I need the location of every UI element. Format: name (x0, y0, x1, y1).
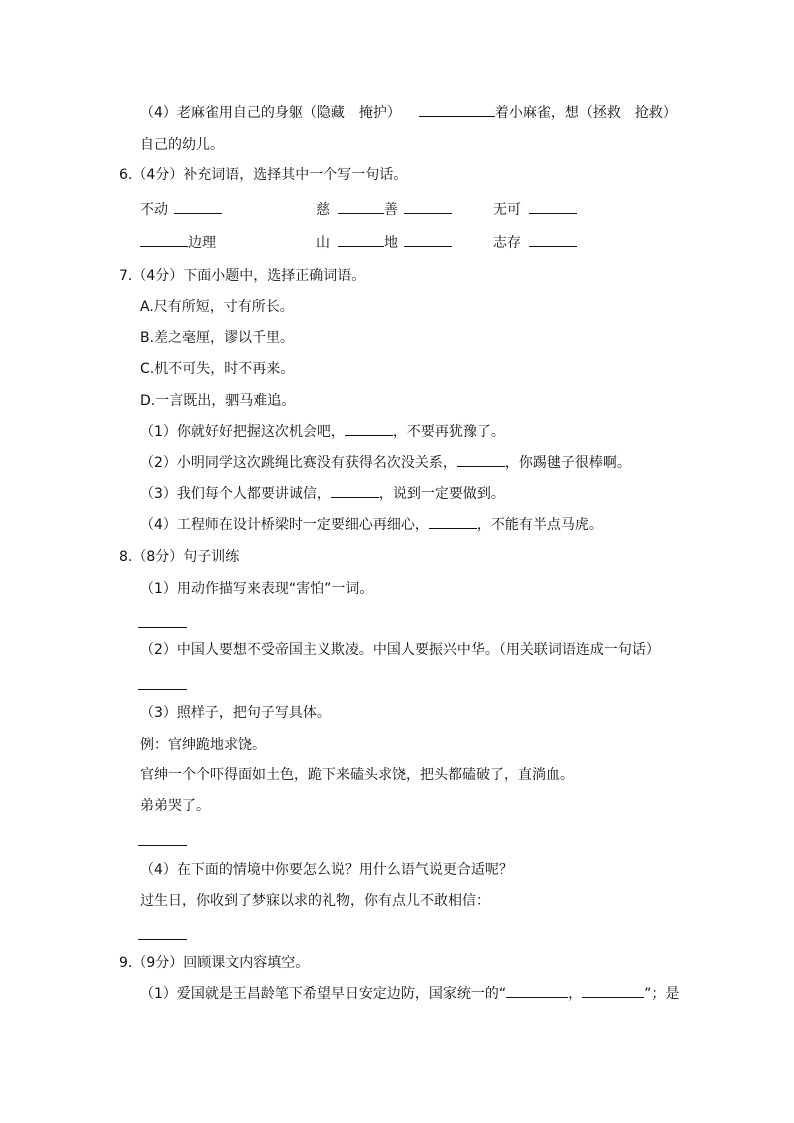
q6-r1c2 (316, 201, 452, 219)
blank[interactable] (331, 485, 379, 498)
q7-option-b: B.差之毫厘，谬以千里。 (140, 330, 295, 346)
blank[interactable] (338, 234, 384, 247)
q6-r2c1 (140, 234, 216, 252)
sentence-text: ，你踢毽子很棒啊。 (504, 455, 631, 471)
sentence-text: （4）工程师在设计桥梁时一定要细心再细心， (140, 517, 429, 533)
q8-header: 8.（8分）句子训练 (119, 549, 240, 565)
q7-sentence-4 (140, 516, 603, 534)
sentence-text: ，不能有半点马虎。 (476, 517, 603, 533)
answer-line[interactable] (138, 689, 187, 690)
blank[interactable] (529, 234, 577, 247)
blank[interactable] (582, 985, 644, 998)
blank[interactable] (506, 985, 568, 998)
q5-item4-part1: （4）老麻雀用自己的身躯（隐藏 掩护） (140, 105, 401, 121)
word-part: 善 (384, 202, 398, 218)
q8-example-label: 例：官绅跪地求饶。 (140, 737, 266, 753)
blank[interactable] (404, 234, 452, 247)
word-part: 山 (316, 235, 330, 251)
q8-example-text: 官绅一个个吓得面如土色，跪下来磕头求饶，把头都磕破了，直淌血。 (140, 767, 574, 783)
q7-sentence-3 (140, 485, 505, 503)
q7-option-c: C.机不可失，时不再来。 (140, 361, 295, 377)
q8-context: 过生日，你收到了梦寐以求的礼物，你有点儿不敢相信： (140, 893, 490, 909)
blank[interactable] (140, 234, 188, 247)
sentence-text: ，不要再犹豫了。 (392, 424, 505, 440)
blank[interactable] (529, 201, 577, 214)
q5-item4 (140, 104, 677, 122)
sentence-text: （3）我们每个人都要讲诚信， (140, 486, 331, 502)
sentence-text: ”；是 (644, 986, 680, 1002)
q8-sentence-1: （1）用动作描写来表现“害怕”一词。 (140, 581, 374, 597)
q7-option-d: D.一言既出，驷马难追。 (140, 393, 296, 409)
q6-r1c3 (493, 201, 577, 219)
word-part: 慈 (316, 202, 330, 218)
q6-r2c2 (316, 234, 452, 252)
answer-line[interactable] (138, 627, 187, 628)
word-part: 边理 (188, 235, 216, 251)
q6-header: 6.（4分）补充词语，选择其中一个写一句话。 (119, 167, 408, 183)
q7-header: 7.（4分）下面小题中，选择正确词语。 (119, 268, 366, 284)
q9-header: 9.（9分）回顾课文内容填空。 (119, 955, 310, 971)
word-part: 不动 (140, 202, 168, 218)
blank[interactable] (174, 201, 222, 214)
word-part: 地 (384, 235, 398, 251)
q7-sentence-2 (140, 454, 631, 472)
q7-option-a: A.尺有所短，寸有所长。 (140, 299, 294, 315)
q9-sentence-1 (140, 985, 679, 1003)
q8-sentence-2: （2）中国人要想不受帝国主义欺凌。中国人要振兴中华。（用关联词语连成一句话） (140, 642, 660, 658)
q6-r2c3 (493, 234, 577, 252)
sentence-text: （1）爱国就是王昌龄笔下希望早日安定边防，国家统一的“ (140, 986, 507, 1002)
blank[interactable] (338, 201, 384, 214)
q8-sentence-3: （3）照样子，把句子写具体。 (140, 705, 331, 721)
answer-line[interactable] (138, 939, 187, 940)
blank[interactable] (429, 516, 477, 529)
sentence-text: （1）你就好好把握这次机会吧， (140, 424, 345, 440)
sentence-text: ，说到一定要做到。 (378, 486, 505, 502)
q6-r1c1 (140, 201, 222, 219)
word-part: 志存 (493, 235, 521, 251)
sentence-text: （2）小明同学这次跳绳比赛没有获得名次没关系， (140, 455, 457, 471)
sentence-text: ， (568, 986, 583, 1002)
answer-line[interactable] (138, 845, 187, 846)
q5-item4-part2: 着小麻雀，想（拯救 抢救） (494, 105, 677, 121)
word-part: 无可 (493, 202, 521, 218)
q8-sentence-4: （4）在下面的情境中你要怎么说？用什么语气说更合适呢？ (140, 862, 513, 878)
blank[interactable] (419, 104, 495, 117)
q7-sentence-1 (140, 423, 505, 441)
blank[interactable] (457, 454, 505, 467)
blank[interactable] (345, 423, 393, 436)
q8-task: 弟弟哭了。 (140, 798, 210, 814)
blank[interactable] (404, 201, 452, 214)
q5-item4-cont: 自己的幼儿。 (140, 137, 224, 153)
